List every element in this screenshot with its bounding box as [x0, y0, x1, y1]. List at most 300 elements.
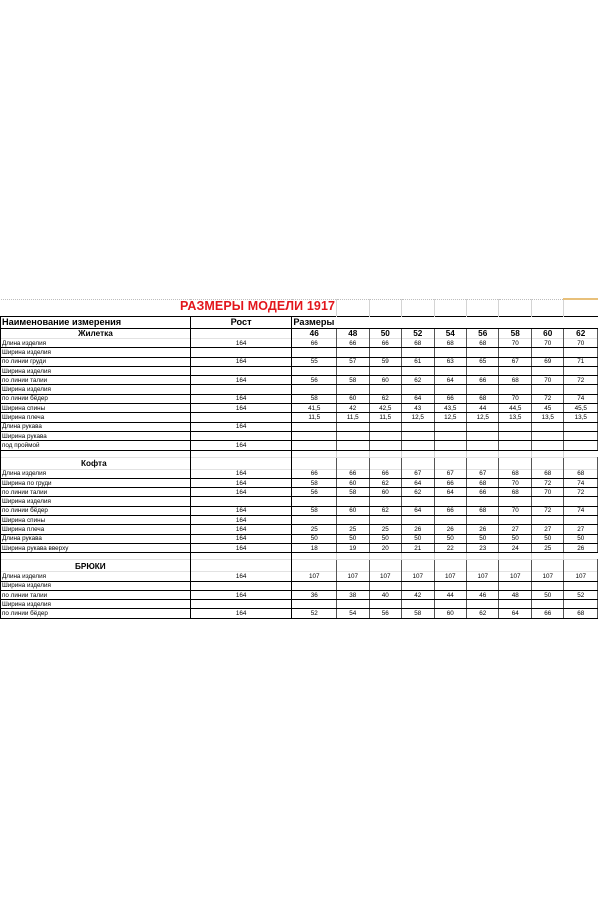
measurement-row: [1, 478, 598, 487]
size-value: 36: [292, 590, 337, 599]
height-value: 164: [190, 534, 292, 543]
size-value: 70: [531, 339, 563, 348]
height-cell: [190, 457, 292, 469]
size-header: 62: [564, 329, 598, 339]
size-value: [337, 581, 369, 590]
size-value: 72: [531, 506, 563, 515]
size-value: [531, 422, 563, 431]
size-value: 66: [292, 339, 337, 348]
size-value: 43,5: [434, 404, 466, 413]
size-value: [434, 600, 466, 609]
size-value: [499, 497, 531, 506]
measurement-label: Ширина изделия: [1, 366, 191, 375]
size-value: 69: [531, 357, 563, 366]
size-cell: [292, 560, 337, 572]
section-title: Жилетка: [78, 329, 113, 339]
section-header-row: [1, 560, 598, 572]
size-value: [499, 366, 531, 375]
size-value: 64: [434, 488, 466, 497]
spacer-cell: [564, 553, 598, 560]
size-value: [369, 581, 401, 590]
size-value: 60: [369, 488, 401, 497]
size-header: 52: [402, 329, 434, 339]
size-value: [466, 366, 498, 375]
size-value: [337, 431, 369, 440]
size-value: 13,5: [499, 413, 531, 422]
size-value: 44: [466, 404, 498, 413]
size-value: 42: [402, 590, 434, 599]
size-value: [434, 348, 466, 357]
size-header: 46: [292, 329, 337, 339]
spacer-cell: [190, 553, 292, 560]
size-value: [466, 600, 498, 609]
height-value: 164: [190, 525, 292, 534]
size-value: 67: [402, 469, 434, 478]
size-value: 70: [564, 339, 598, 348]
size-value: 60: [369, 376, 401, 385]
size-value: 50: [292, 534, 337, 543]
size-cell: [292, 457, 337, 469]
size-value: 38: [337, 590, 369, 599]
size-value: 70: [499, 506, 531, 515]
size-value: 60: [337, 506, 369, 515]
height-value: 164: [190, 422, 292, 431]
size-value: 67: [499, 357, 531, 366]
size-value: 72: [531, 478, 563, 487]
spacer-cell: [402, 450, 434, 457]
size-cell: [337, 560, 369, 572]
size-value: [499, 441, 531, 450]
size-value: 50: [531, 534, 563, 543]
size-value: 68: [466, 478, 498, 487]
height-value: 164: [190, 609, 292, 618]
size-value: [337, 422, 369, 431]
size-value: [499, 422, 531, 431]
measurement-row: [1, 590, 598, 599]
size-value: [564, 516, 598, 525]
size-value: 45,5: [564, 404, 598, 413]
size-value: [434, 516, 466, 525]
section-name-cell: [1, 560, 191, 572]
size-value: [369, 431, 401, 440]
spacer-cell: [1, 553, 191, 560]
height-value: 164: [190, 543, 292, 552]
spacer-cell: [531, 553, 563, 560]
size-value: [466, 431, 498, 440]
spacer-cell: [369, 450, 401, 457]
size-value: [531, 385, 563, 394]
size-value: [466, 441, 498, 450]
measurement-label: Ширина спины: [1, 516, 191, 525]
size-cell: [369, 457, 401, 469]
size-value: [292, 431, 337, 440]
size-value: 62: [402, 376, 434, 385]
size-value: 23: [466, 543, 498, 552]
size-value: [499, 600, 531, 609]
size-value: 11,5: [369, 413, 401, 422]
size-value: 107: [434, 572, 466, 581]
size-value: [499, 431, 531, 440]
size-value: 70: [499, 394, 531, 403]
size-value: 107: [531, 572, 563, 581]
size-value: [499, 348, 531, 357]
size-value: [292, 516, 337, 525]
size-value: 66: [466, 376, 498, 385]
size-value: [337, 600, 369, 609]
size-value: 107: [402, 572, 434, 581]
size-value: 72: [531, 394, 563, 403]
size-cell: [499, 560, 531, 572]
size-header: 58: [499, 329, 531, 339]
size-value: 68: [499, 376, 531, 385]
size-value: [402, 385, 434, 394]
measurement-row: [1, 339, 598, 348]
height-value: [190, 385, 292, 394]
measurement-label: Ширина спины: [1, 404, 191, 413]
size-value: [531, 516, 563, 525]
size-cell: [564, 560, 598, 572]
size-cell: [402, 560, 434, 572]
size-value: 59: [369, 357, 401, 366]
size-value: 58: [292, 478, 337, 487]
size-value: 64: [402, 394, 434, 403]
size-header: 50: [369, 329, 401, 339]
size-value: [337, 348, 369, 357]
measurement-row: [1, 441, 598, 450]
size-value: [402, 497, 434, 506]
size-value: 66: [434, 478, 466, 487]
size-value: 56: [292, 488, 337, 497]
size-value: [531, 497, 563, 506]
spacer-cell: [434, 450, 466, 457]
height-value: [190, 348, 292, 357]
size-value: 22: [434, 543, 466, 552]
size-value: 66: [337, 469, 369, 478]
measurement-row: [1, 488, 598, 497]
measurement-label: Ширина изделия: [1, 600, 191, 609]
size-value: 27: [531, 525, 563, 534]
size-value: 64: [402, 478, 434, 487]
size-value: 68: [564, 609, 598, 618]
size-value: 68: [466, 339, 498, 348]
height-value: 164: [190, 590, 292, 599]
size-value: [434, 431, 466, 440]
size-value: [564, 441, 598, 450]
size-value: [564, 431, 598, 440]
size-cell: [531, 457, 563, 469]
size-value: 67: [434, 469, 466, 478]
section-title: Кофта: [81, 458, 107, 468]
spacer-cell: [337, 553, 369, 560]
size-value: 13,5: [564, 413, 598, 422]
spacer-cell: [337, 450, 369, 457]
size-value: [499, 581, 531, 590]
size-value: 107: [292, 572, 337, 581]
measurement-row: [1, 525, 598, 534]
spacer-cell: [466, 553, 498, 560]
size-value: 57: [337, 357, 369, 366]
size-value: [531, 581, 563, 590]
size-value: 67: [466, 469, 498, 478]
size-value: 62: [402, 488, 434, 497]
section-title: БРЮКИ: [75, 561, 106, 571]
size-value: [531, 431, 563, 440]
size-value: 66: [466, 488, 498, 497]
height-value: 164: [190, 376, 292, 385]
size-cell: [369, 560, 401, 572]
measurement-label: Ширина рукава вверху: [1, 543, 191, 552]
size-value: [369, 600, 401, 609]
measurement-label: Ширина по груди: [1, 478, 191, 487]
size-value: [369, 385, 401, 394]
measurement-label: Длина изделия: [1, 469, 191, 478]
size-value: 24: [499, 543, 531, 552]
measurement-label: Длина изделия: [1, 572, 191, 581]
size-value: [434, 366, 466, 375]
measurement-label: Ширина плеча: [1, 525, 191, 534]
height-value: 164: [190, 488, 292, 497]
size-value: 107: [337, 572, 369, 581]
measurement-row: [1, 600, 598, 609]
height-cell: [190, 329, 292, 339]
height-value: 164: [190, 478, 292, 487]
size-value: 70: [499, 478, 531, 487]
height-value: 164: [190, 572, 292, 581]
size-value: 66: [292, 469, 337, 478]
spacer-cell: [434, 553, 466, 560]
size-value: 48: [499, 590, 531, 599]
size-value: 65: [466, 357, 498, 366]
measurement-row: [1, 357, 598, 366]
size-value: 42: [337, 404, 369, 413]
size-value: 68: [531, 469, 563, 478]
size-value: 13,5: [531, 413, 563, 422]
measurement-row: [1, 543, 598, 552]
measurement-row: [1, 506, 598, 515]
size-value: 18: [292, 543, 337, 552]
section-spacer: [1, 450, 598, 457]
size-value: 25: [531, 543, 563, 552]
size-value: 50: [466, 534, 498, 543]
size-value: [434, 441, 466, 450]
height-value: 164: [190, 469, 292, 478]
size-value: 50: [369, 534, 401, 543]
measurement-label: Ширина изделия: [1, 497, 191, 506]
measurement-row: [1, 348, 598, 357]
size-value: [337, 497, 369, 506]
size-value: 71: [564, 357, 598, 366]
size-value: 26: [564, 543, 598, 552]
size-value: 66: [434, 506, 466, 515]
height-value: [190, 600, 292, 609]
size-value: 66: [337, 339, 369, 348]
size-value: 74: [564, 506, 598, 515]
measurement-label: Ширина изделия: [1, 385, 191, 394]
size-value: 107: [466, 572, 498, 581]
spacer-cell: [531, 450, 563, 457]
size-value: 43: [402, 404, 434, 413]
size-cell: [466, 560, 498, 572]
size-value: [402, 366, 434, 375]
measurement-row: [1, 413, 598, 422]
size-value: 107: [564, 572, 598, 581]
size-value: [292, 348, 337, 357]
measurement-label: Ширина плеча: [1, 413, 191, 422]
size-value: 44,5: [499, 404, 531, 413]
spacer-cell: [564, 450, 598, 457]
size-value: [292, 366, 337, 375]
size-value: [531, 600, 563, 609]
size-value: [402, 422, 434, 431]
measurement-label: Ширина изделия: [1, 348, 191, 357]
measurement-label: по линии талии: [1, 590, 191, 599]
column-header-height: Рост: [190, 317, 292, 329]
size-chart-sheet: [0, 298, 600, 619]
height-cell: [190, 560, 292, 572]
measurement-row: [1, 376, 598, 385]
size-value: 68: [499, 488, 531, 497]
size-value: 74: [564, 478, 598, 487]
spacer-cell: [1, 450, 191, 457]
size-value: 68: [434, 339, 466, 348]
spacer-cell: [402, 553, 434, 560]
size-value: [564, 348, 598, 357]
size-value: [337, 516, 369, 525]
measurement-row: [1, 385, 598, 394]
height-value: [190, 497, 292, 506]
size-value: 12,5: [466, 413, 498, 422]
size-value: 66: [369, 339, 401, 348]
size-value: 26: [466, 525, 498, 534]
size-value: 66: [369, 469, 401, 478]
size-value: [434, 385, 466, 394]
size-value: 68: [466, 394, 498, 403]
measurement-label: по линии бёдер: [1, 506, 191, 515]
size-value: [292, 385, 337, 394]
size-value: 25: [369, 525, 401, 534]
size-value: 54: [337, 609, 369, 618]
size-value: 70: [531, 376, 563, 385]
size-value: [402, 516, 434, 525]
height-value: 164: [190, 516, 292, 525]
spacer-cell: [292, 450, 337, 457]
height-value: [190, 581, 292, 590]
size-value: 58: [402, 609, 434, 618]
size-value: 20: [369, 543, 401, 552]
measurement-label: по линии талии: [1, 376, 191, 385]
size-value: 62: [466, 609, 498, 618]
size-value: 70: [499, 339, 531, 348]
measurement-row: [1, 469, 598, 478]
column-header-sizes: Размеры: [292, 317, 598, 329]
size-value: [369, 348, 401, 357]
measurement-label: Ширина изделия: [1, 581, 191, 590]
size-value: [434, 422, 466, 431]
size-value: 50: [499, 534, 531, 543]
height-value: [190, 431, 292, 440]
size-value: 72: [564, 376, 598, 385]
height-value: 164: [190, 357, 292, 366]
size-value: 60: [434, 609, 466, 618]
spacer-cell: [369, 553, 401, 560]
size-value: 74: [564, 394, 598, 403]
size-value: [531, 348, 563, 357]
size-value: [466, 385, 498, 394]
size-value: 58: [337, 376, 369, 385]
size-value: 55: [292, 357, 337, 366]
size-chart-table: [0, 298, 598, 619]
size-value: [292, 422, 337, 431]
title-cell: [1, 299, 337, 317]
measurement-label: по линии груди: [1, 357, 191, 366]
section-header-row: [1, 457, 598, 469]
measurement-label: Длина рукава: [1, 534, 191, 543]
title-row: [1, 299, 598, 317]
section-spacer: [1, 553, 598, 560]
size-value: [369, 441, 401, 450]
measurement-row: [1, 497, 598, 506]
size-value: 72: [564, 488, 598, 497]
size-value: 56: [369, 609, 401, 618]
measurement-row: [1, 394, 598, 403]
size-value: 58: [337, 488, 369, 497]
section-name-cell: [1, 457, 191, 469]
size-value: 27: [564, 525, 598, 534]
size-value: [369, 422, 401, 431]
size-value: 25: [337, 525, 369, 534]
size-value: 44: [434, 590, 466, 599]
size-value: 107: [369, 572, 401, 581]
section-name-cell: [1, 329, 191, 339]
height-value: [190, 413, 292, 422]
spacer-cell: [466, 450, 498, 457]
size-value: 58: [292, 394, 337, 403]
measurement-label: по линии бёдер: [1, 394, 191, 403]
size-value: 40: [369, 590, 401, 599]
size-value: [564, 497, 598, 506]
size-value: 50: [564, 534, 598, 543]
size-value: [402, 600, 434, 609]
size-value: 68: [499, 469, 531, 478]
spacer-cell: [190, 450, 292, 457]
size-value: 62: [369, 394, 401, 403]
size-value: [499, 516, 531, 525]
size-value: 26: [434, 525, 466, 534]
size-value: [564, 600, 598, 609]
size-cell: [499, 457, 531, 469]
size-value: 62: [369, 506, 401, 515]
measurement-row: [1, 366, 598, 375]
height-value: 164: [190, 404, 292, 413]
size-value: 11,5: [337, 413, 369, 422]
measurement-label: Длина изделия: [1, 339, 191, 348]
section-header-row: [1, 329, 598, 339]
measurement-label: под проймой: [1, 441, 191, 450]
size-cell: [434, 457, 466, 469]
measurement-row: [1, 422, 598, 431]
height-value: 164: [190, 394, 292, 403]
measurement-row: [1, 431, 598, 440]
size-value: 42,5: [369, 404, 401, 413]
size-value: 66: [434, 394, 466, 403]
size-header: 60: [531, 329, 563, 339]
size-value: [292, 441, 337, 450]
measurement-row: [1, 516, 598, 525]
size-value: 27: [499, 525, 531, 534]
size-value: 60: [337, 478, 369, 487]
size-value: [434, 497, 466, 506]
measurement-label: по линии талии: [1, 488, 191, 497]
